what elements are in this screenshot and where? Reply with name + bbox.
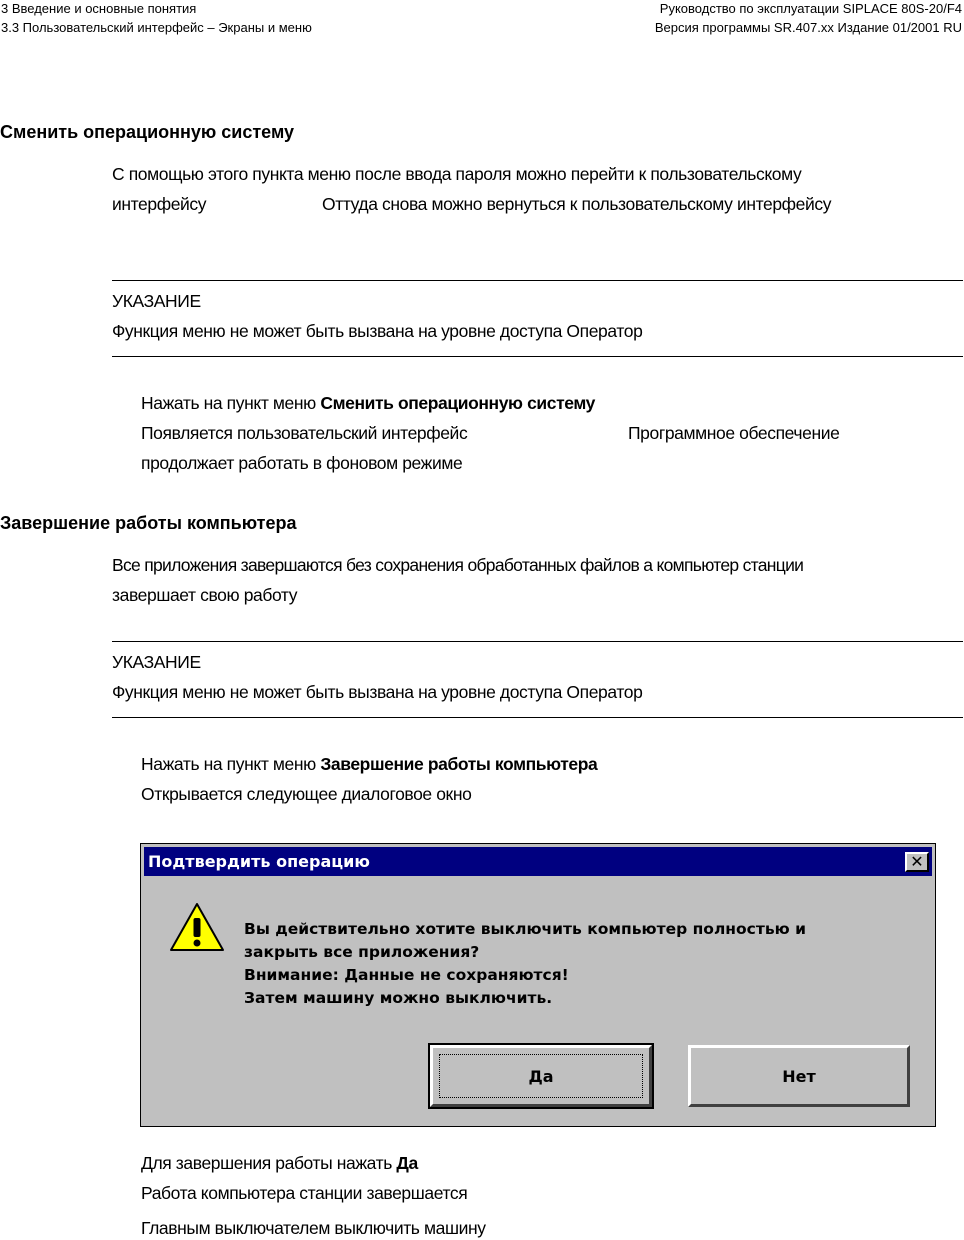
confirm-dialog xyxy=(140,843,936,1127)
step-final: Главным выключателем выключить машину xyxy=(141,1218,486,1238)
paragraph-line: завершает свою работу xyxy=(112,585,298,605)
note-divider-bottom xyxy=(112,717,963,718)
note-title: УКАЗАНИЕ xyxy=(112,652,201,672)
dialog-message-line: Вы действительно хотите выключить компьютер полностью и xyxy=(244,920,806,938)
section-heading-shutdown: Завершение работы компьютера xyxy=(0,513,297,533)
step-instruction: Нажать на пункт меню Завершение работы компьютера xyxy=(141,754,598,774)
dialog-title: Подтвердить операцию xyxy=(148,852,370,871)
paragraph-line: С помощью этого пункта меню после ввода пароля можно перейти к пользовательскому xyxy=(112,164,802,184)
warning-icon xyxy=(169,901,225,953)
step-result: Появляется пользовательский интерфейс xyxy=(141,423,468,443)
step-result: Открывается следующее диалоговое окно xyxy=(141,784,472,804)
paragraph-line: Все приложения завершаются без сохранения обработанных файлов а компьютер станции xyxy=(112,555,804,575)
dialog-message-line: Внимание: Данные не сохраняются! xyxy=(244,966,569,984)
yes-button[interactable] xyxy=(430,1045,652,1107)
dialog-message-line: закрыть все приложения? xyxy=(244,943,480,961)
header-chapter: 3 Введение и основные понятия xyxy=(1,1,197,16)
header-section: 3.3 Пользовательский интерфейс – Экраны и меню xyxy=(1,20,312,35)
paragraph-line: Оттуда снова можно вернуться к пользовательскому интерфейсу xyxy=(322,194,832,214)
section-heading-change-os: Сменить операционную систему xyxy=(0,122,295,142)
note-divider-top xyxy=(112,641,963,642)
paragraph-line: интерфейсу xyxy=(112,194,207,214)
note-text: Функция меню не может быть вызвана на уровне доступа Оператор xyxy=(112,321,643,341)
focus-rect xyxy=(439,1054,643,1098)
note-title: УКАЗАНИЕ xyxy=(112,291,201,311)
step-result: продолжает работать в фоновом режиме xyxy=(141,453,463,473)
note-divider-bottom xyxy=(112,356,963,357)
note-text: Функция меню не может быть вызвана на уровне доступа Оператор xyxy=(112,682,643,702)
step-result: Работа компьютера станции завершается xyxy=(141,1183,468,1203)
dialog-message-line: Затем машину можно выключить. xyxy=(244,989,553,1007)
no-button[interactable] xyxy=(688,1045,910,1107)
step-instruction: Нажать на пункт меню Сменить операционную систему xyxy=(141,393,596,413)
close-button[interactable] xyxy=(905,852,929,872)
dialog-message xyxy=(244,918,806,1010)
step-result: Программное обеспечение xyxy=(628,423,840,443)
step-instruction: Для завершения работы нажать Да xyxy=(141,1153,418,1173)
dialog-titlebar[interactable] xyxy=(144,847,932,876)
yes-button-label: Да xyxy=(528,1066,554,1086)
header-manual-title: Руководство по эксплуатации SIPLACE 80S-20/F4 xyxy=(659,1,962,16)
close-icon: ✕ xyxy=(910,852,924,871)
no-button-label: Нет xyxy=(782,1066,816,1086)
header-version: Версия программы SR.407.xx Издание 01/2001 RU xyxy=(654,20,962,35)
note-divider-top xyxy=(112,280,963,281)
